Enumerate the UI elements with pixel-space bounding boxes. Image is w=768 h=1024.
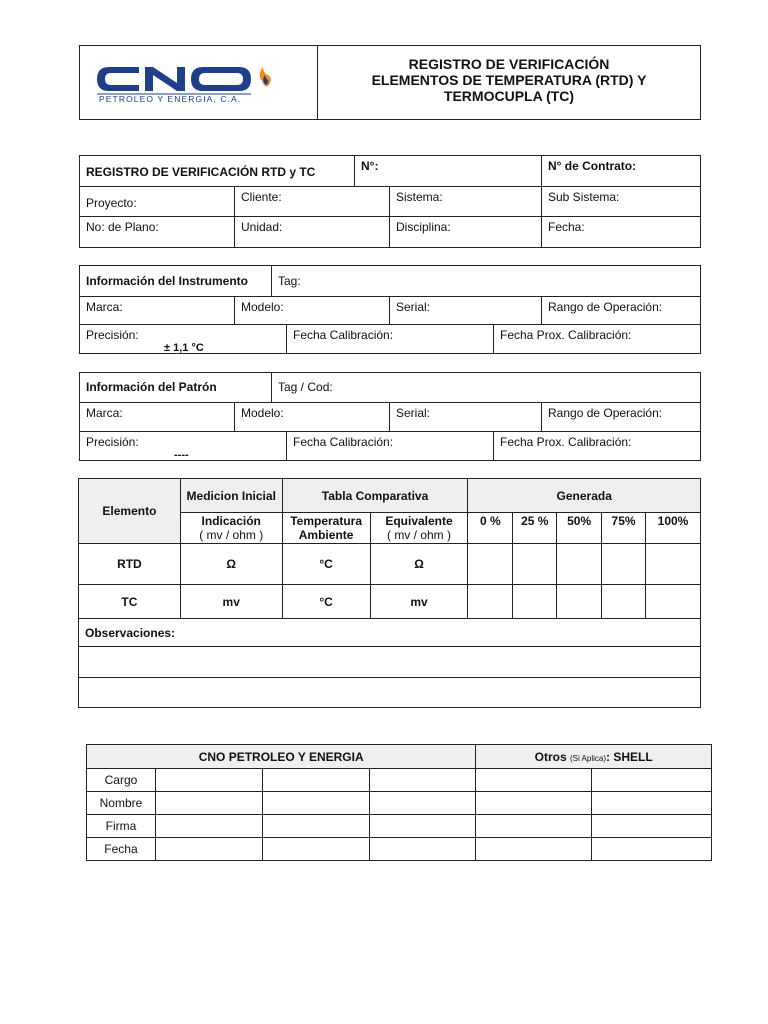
cargo-cell-1[interactable] <box>155 769 262 792</box>
cargo-label: Cargo <box>87 769 156 792</box>
tc-temperatura-cell[interactable]: °C <box>282 585 370 619</box>
equivalente-header <box>370 513 468 544</box>
table-row <box>87 815 712 838</box>
tc-pct-75-cell[interactable] <box>602 585 646 619</box>
ambiente-label: Ambiente <box>298 528 354 542</box>
tc-pct-100-cell[interactable] <box>646 585 701 619</box>
instrumento-precision-label: Precisión: <box>86 328 139 342</box>
cargo-cell-5[interactable] <box>592 769 712 792</box>
numero-field[interactable]: N°: <box>354 155 542 187</box>
nombre-label: Nombre <box>87 792 156 815</box>
nombre-cell-1[interactable] <box>155 792 262 815</box>
patron-precision-value: ---- <box>174 449 189 461</box>
table-row <box>79 544 701 585</box>
sub-sistema-field[interactable]: Sub Sistema: <box>541 186 701 217</box>
rtd-pct-75-cell[interactable] <box>602 544 646 585</box>
unidad-field[interactable]: Unidad: <box>234 216 390 248</box>
tabla-comparativa-header: Tabla Comparativa <box>282 479 468 513</box>
instrumento-fecha-prox-field[interactable]: Fecha Prox. Calibración: <box>493 324 701 354</box>
patron-marca-field[interactable]: Marca: <box>79 402 235 432</box>
tc-pct-0-cell[interactable] <box>468 585 513 619</box>
patron-precision-field[interactable] <box>79 431 287 461</box>
nombre-cell-2[interactable] <box>262 792 369 815</box>
rtd-equivalente-cell[interactable]: Ω <box>370 544 468 585</box>
pct-100-header: 100% <box>646 513 701 544</box>
cargo-cell-3[interactable] <box>369 769 476 792</box>
tc-pct-25-cell[interactable] <box>513 585 557 619</box>
firma-label: Firma <box>87 815 156 838</box>
document-title <box>317 45 701 120</box>
observaciones-label: Observaciones: <box>79 619 701 647</box>
rtd-indicacion-cell[interactable]: Ω <box>180 544 282 585</box>
logo-subtitle: PETROLEO Y ENERGIA, C.A. <box>99 94 242 104</box>
otros-header <box>476 745 712 769</box>
table-row <box>87 792 712 815</box>
fecha-cell-1[interactable] <box>155 838 262 861</box>
plano-field[interactable]: No: de Plano: <box>79 216 235 248</box>
instrumento-modelo-field[interactable]: Modelo: <box>234 296 390 325</box>
mediciones-table <box>78 478 701 708</box>
contrato-field[interactable]: N° de Contrato: <box>541 155 701 187</box>
cno-logo-icon <box>79 45 317 120</box>
patron-fecha-prox-field[interactable]: Fecha Prox. Calibración: <box>493 431 701 461</box>
proyecto-field[interactable]: Proyecto: <box>79 186 235 217</box>
cargo-cell-4[interactable] <box>476 769 592 792</box>
firma-cell-2[interactable] <box>262 815 369 838</box>
fecha-cell-5[interactable] <box>592 838 712 861</box>
pct-50-header: 50% <box>557 513 602 544</box>
firma-cell-1[interactable] <box>155 815 262 838</box>
registro-heading: REGISTRO DE VERIFICACIÓN RTD y TC <box>79 155 355 187</box>
observaciones-line-2[interactable] <box>79 678 701 708</box>
pct-75-header: 75% <box>602 513 646 544</box>
tc-label: TC <box>79 585 181 619</box>
temperatura-label: Temperatura <box>290 514 363 528</box>
cargo-cell-2[interactable] <box>262 769 369 792</box>
equivalente-unit: ( mv / ohm ) <box>387 528 452 542</box>
instrumento-precision-field[interactable] <box>79 324 287 354</box>
disciplina-field[interactable]: Disciplina: <box>389 216 542 248</box>
pct-0-header: 0 % <box>468 513 513 544</box>
instrumento-heading: Información del Instrumento <box>79 265 272 297</box>
patron-modelo-field[interactable]: Modelo: <box>234 402 390 432</box>
instrumento-rango-field[interactable]: Rango de Operación: <box>541 296 701 325</box>
indicacion-header <box>180 513 282 544</box>
rtd-label: RTD <box>79 544 181 585</box>
shell-label: : SHELL <box>606 749 653 764</box>
generada-header: Generada <box>468 479 701 513</box>
fecha-field[interactable]: Fecha: <box>541 216 701 248</box>
firma-cell-3[interactable] <box>369 815 476 838</box>
temperatura-header <box>282 513 370 544</box>
fecha-label: Fecha <box>87 838 156 861</box>
tc-indicacion-cell[interactable]: mv <box>180 585 282 619</box>
patron-precision-label: Precisión: <box>86 435 139 449</box>
title-line-3: TERMOCUPLA (TC) <box>443 88 575 104</box>
si-aplica-label: (Si Aplica) <box>570 753 607 763</box>
title-line-1: REGISTRO DE VERIFICACIÓN <box>408 56 610 72</box>
otros-label: Otros <box>534 749 567 764</box>
tc-equivalente-cell[interactable]: mv <box>370 585 468 619</box>
table-row <box>87 838 712 861</box>
title-line-2: ELEMENTOS DE TEMPERATURA (RTD) Y <box>371 72 647 88</box>
instrumento-serial-field[interactable]: Serial: <box>389 296 542 325</box>
firma-cell-4[interactable] <box>476 815 592 838</box>
nombre-cell-3[interactable] <box>369 792 476 815</box>
tc-pct-50-cell[interactable] <box>557 585 602 619</box>
firmas-table <box>86 744 712 861</box>
instrumento-fecha-cal-field[interactable]: Fecha Calibración: <box>286 324 494 354</box>
fecha-cell-4[interactable] <box>476 838 592 861</box>
indicacion-unit: ( mv / ohm ) <box>199 528 264 542</box>
firma-cell-5[interactable] <box>592 815 712 838</box>
equivalente-label: Equivalente <box>385 514 453 528</box>
table-row <box>79 585 701 619</box>
rtd-pct-25-cell[interactable] <box>513 544 557 585</box>
table-row <box>87 769 712 792</box>
rtd-pct-100-cell[interactable] <box>646 544 701 585</box>
company-logo <box>79 45 318 120</box>
instrumento-precision-value: ± 1,1 °C <box>164 342 204 354</box>
nombre-cell-5[interactable] <box>592 792 712 815</box>
rtd-pct-0-cell[interactable] <box>468 544 513 585</box>
patron-serial-field[interactable]: Serial: <box>389 402 542 432</box>
rtd-pct-50-cell[interactable] <box>557 544 602 585</box>
indicacion-label: Indicación <box>201 514 261 528</box>
patron-tag-field[interactable]: Tag / Cod: <box>271 372 701 403</box>
patron-rango-field[interactable]: Rango de Operación: <box>541 402 701 432</box>
instrumento-tag-field[interactable]: Tag: <box>271 265 701 297</box>
nombre-cell-4[interactable] <box>476 792 592 815</box>
rtd-temperatura-cell[interactable]: °C <box>282 544 370 585</box>
fecha-cell-3[interactable] <box>369 838 476 861</box>
elemento-header: Elemento <box>79 479 181 544</box>
instrumento-marca-field[interactable]: Marca: <box>79 296 235 325</box>
cliente-field[interactable]: Cliente: <box>234 186 390 217</box>
fecha-cell-2[interactable] <box>262 838 369 861</box>
patron-heading: Información del Patrón <box>79 372 272 403</box>
pct-25-header: 25 % <box>513 513 557 544</box>
patron-fecha-cal-field[interactable]: Fecha Calibración: <box>286 431 494 461</box>
medicion-inicial-header: Medicion Inicial <box>180 479 282 513</box>
observaciones-line-1[interactable] <box>79 647 701 678</box>
cno-header: CNO PETROLEO Y ENERGIA <box>87 745 476 769</box>
sistema-field[interactable]: Sistema: <box>389 186 542 217</box>
